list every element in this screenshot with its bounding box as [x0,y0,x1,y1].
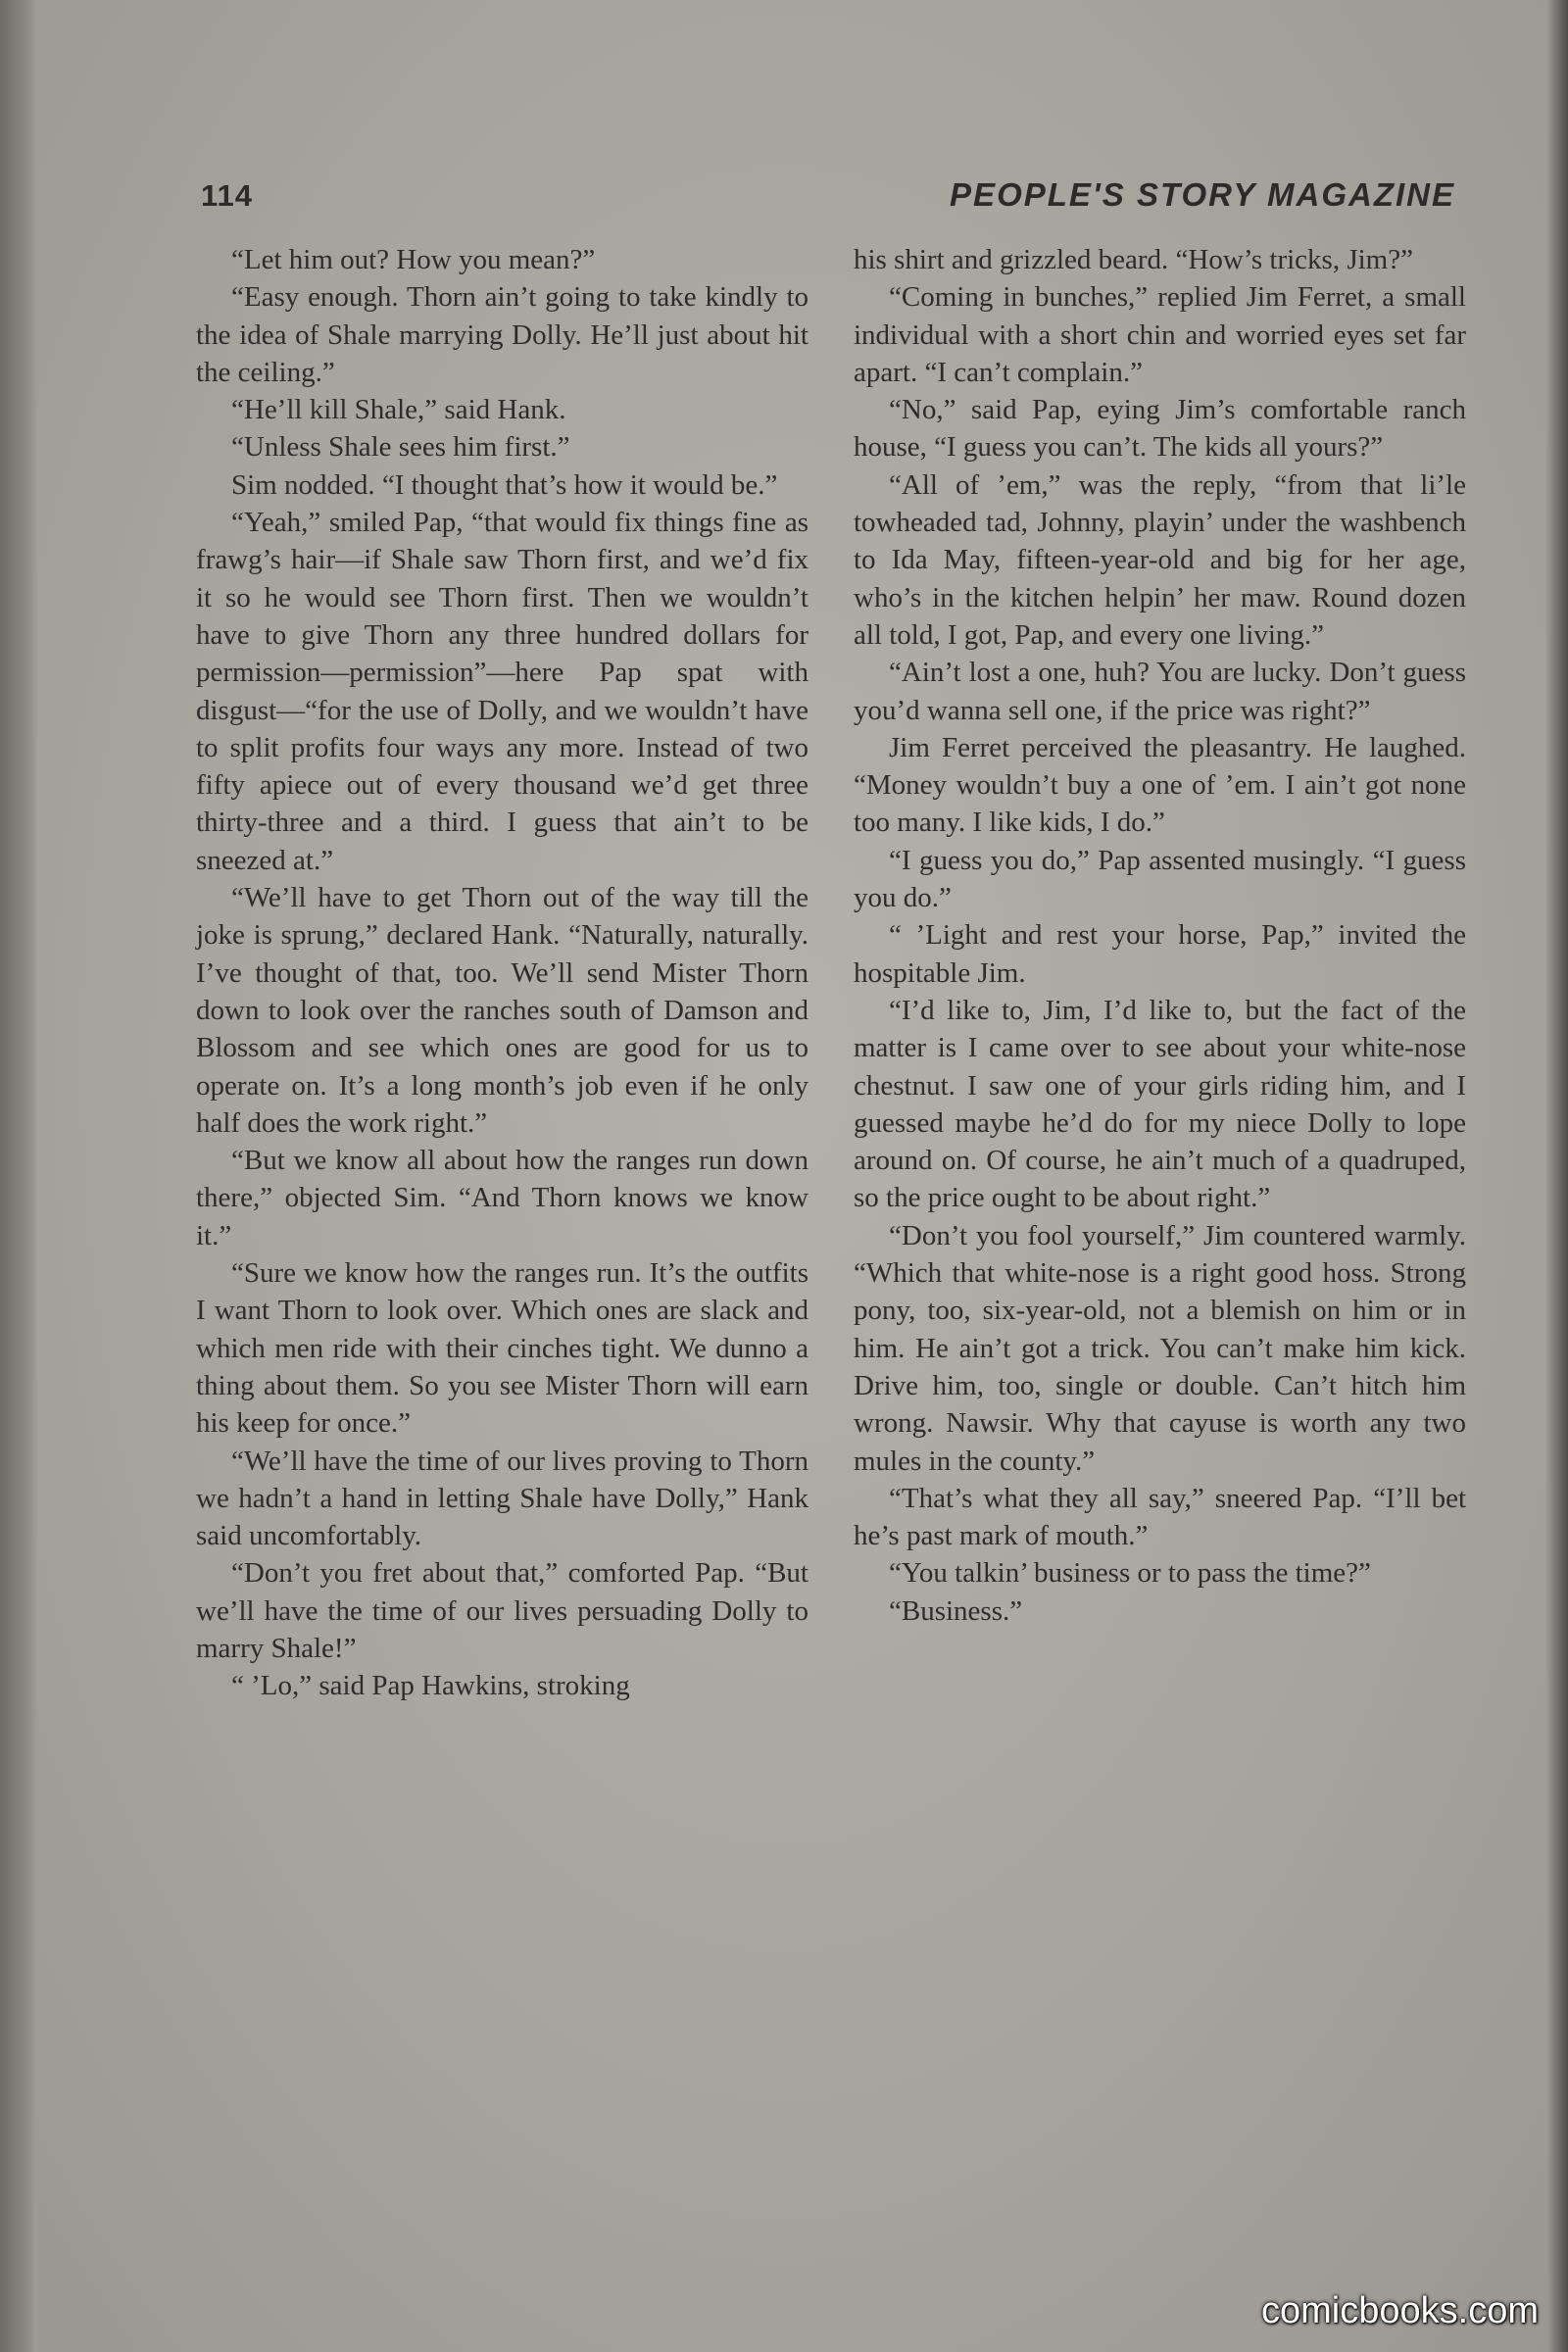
left-text-column [196,241,808,1705]
paragraph: “Sure we know how the ranges run. It’s the outfits I want Thorn to look over. Which ones are slack and which men ride with their cinches tight. We dunno a thing about them. So you see Mister Thorn will earn his keep for once.” [196,1257,808,1440]
paragraph: “I’d like to, Jim, I’d like to, but the fact of the matter is I came over to see about your white-nose chestnut. I saw one of your girls riding him, and I guessed maybe he’d do for my niece Dolly to lope around on. Of course, he ain’t much of a quadruped, so the price ought to be about right.” [854,994,1466,1214]
right-text-column [854,241,1466,1630]
site-watermark: comicbooks.com [1261,2290,1539,2331]
paragraph: “All of ’em,” was the reply, “from that li’le towheaded tad, Johnny, playin’ under the washbench to Ida May, fifteen-year-old and big for her age, who’s in the kitchen helpin’ her maw. Round dozen all told, I got, Pap, and every one living.” [854,468,1466,651]
paragraph: “Business.” [889,1594,1023,1627]
paragraph: “We’ll have the time of our lives proving to Thorn we hadn’t a hand in letting Shale have Dolly,” Hank said uncomfortably. [196,1445,808,1552]
page-outer-edge [1546,0,1568,2352]
paragraph: “But we know all about how the ranges run down there,” objected Sim. “And Thorn knows we know it.” [196,1145,808,1251]
page-spine-edge [0,0,37,2352]
paragraph: “Let him out? How you mean?” [231,244,596,275]
paragraph: “You talkin’ business or to pass the time?” [889,1557,1371,1590]
paragraph: “I guess you do,” Pap assented musingly. “I guess you do.” [854,844,1466,914]
paragraph: “Easy enough. Thorn ain’t going to take kindly to the idea of Shale marrying Dolly. He’ll just about hit the ceiling.” [196,281,808,388]
paragraph: “That’s what they all say,” sneered Pap. “I’ll bet he’s past mark of mouth.” [854,1482,1466,1552]
paragraph: Jim Ferret perceived the pleasantry. He laughed. “Money wouldn’t buy a one of ’em. I ain’t got none too many. I like kids, I do.” [854,731,1466,839]
page-number: 114 [201,178,254,213]
paragraph: “Yeah,” smiled Pap, “that would fix things fine as frawg’s hair—if Shale saw Thorn first, and we’d fix it so he would see Thorn first. Then we wouldn’t have to give Thorn any three hundred dollars for permission—permission”—here Pap spat with disgust—“for the use of Dolly, and we wouldn’t have to split profits four ways any more. Instead of two fifty apiece out of every thousand we’d get three thirty-three and a third. I guess that ain’t to be sneezed at.” [196,507,808,876]
magazine-title: PEOPLE'S STORY MAGAZINE [950,176,1455,213]
paragraph: “Don’t you fool yourself,” Jim countered warmly. “Which that white-nose is a right good hoss. Strong pony, too, six-year-old, not a blemish on him or in him. He ain’t got a trick. You can’t make him kick. Drive him, too, single or double. Can’t hitch him wrong. Nawsir. Why that cayuse is worth any two mules in the county.” [854,1219,1466,1477]
paragraph: Sim nodded. “I thought that’s how it would be.” [231,468,778,501]
paragraph: “Ain’t lost a one, huh? You are lucky. Don’t guess you’d wanna sell one, if the price was right?” [854,657,1466,726]
paragraph: “Coming in bunches,” replied Jim Ferret, a small individual with a short chin and worried eyes set far apart. “I can’t complain.” [854,281,1466,388]
page-header [201,172,1455,223]
paragraph: “Unless Shale sees him first.” [231,431,570,464]
paragraph: “He’ll kill Shale,” said Hank. [231,394,566,426]
paragraph: “We’ll have to get Thorn out of the way till the joke is sprung,” declared Hank. “Naturally, naturally. I’ve thought of that, too. We’ll send Mister Thorn down to look over the ranches south of Damson and Blossom and see which ones are good for us to operate on. It’s a long month’s job even if he only half does the work right.” [196,882,808,1139]
paragraph: “ ’Light and rest your horse, Pap,” invited the hospitable Jim. [854,919,1466,989]
paragraph: “No,” said Pap, eying Jim’s comfortable ranch house, “I guess you can’t. The kids all yours?” [854,394,1466,464]
paragraph-continued: his shirt and grizzled beard. “How’s tricks, Jim?” [854,244,1413,275]
paragraph: “Don’t you fret about that,” comforted Pap. “But we’ll have the time of our lives persuading Dolly to marry Shale!” [196,1557,808,1664]
paragraph: “ ’Lo,” said Pap Hawkins, stroking [231,1670,630,1702]
